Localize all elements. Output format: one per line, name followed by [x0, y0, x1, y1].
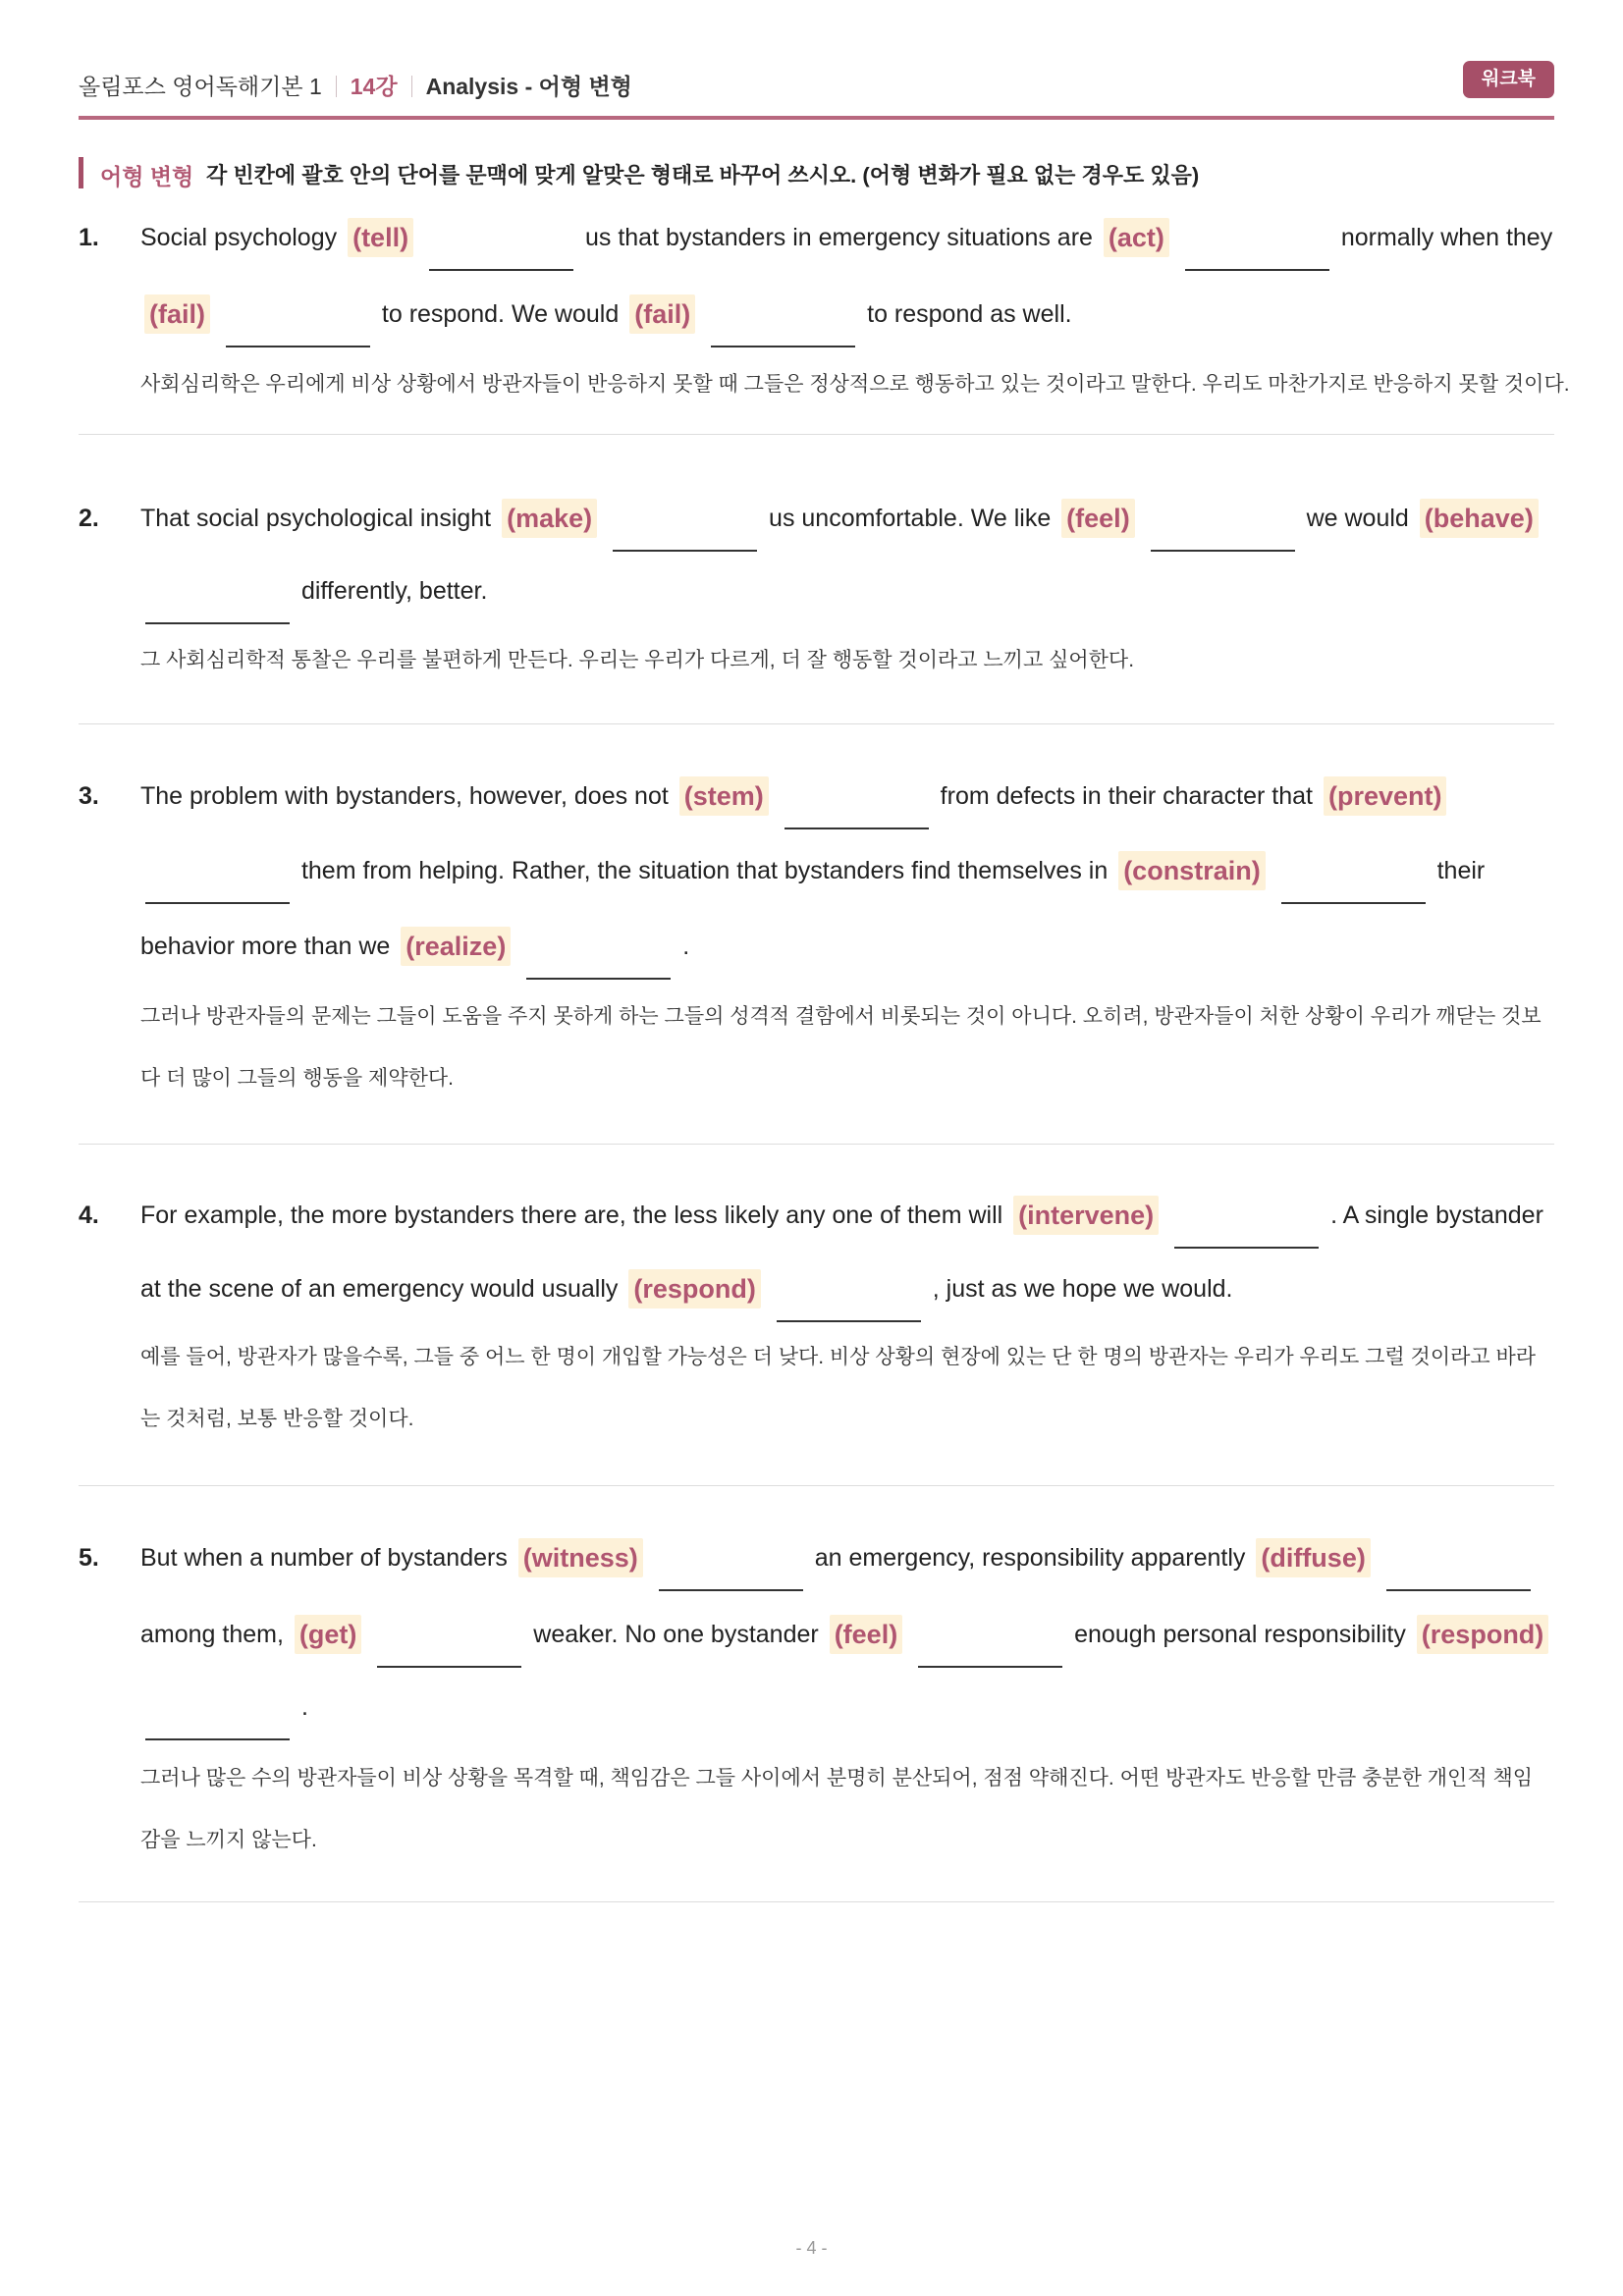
answer-blank[interactable]: [145, 851, 290, 904]
sentence-text: among them,: [140, 1621, 284, 1648]
answer-blank[interactable]: [145, 1687, 290, 1740]
word-hint: (behave): [1420, 499, 1539, 538]
sentence-text: . A single bystander: [1330, 1201, 1543, 1229]
question-divider: [79, 1485, 1554, 1486]
sentence-text: That social psychological insight: [140, 505, 492, 532]
korean-translation: 그러나 많은 수의 방관자들이 비상 상황을 목격할 때, 책임감은 그들 사이에서 분명히 분산되어, 점점 약해진다. 어떤 방관자도 반응할 만큼 충분한 개인적 책임: [140, 1767, 1534, 1789]
korean-translation: 감을 느끼지 않는다.: [140, 1829, 317, 1851]
instruction-label: 어형 변형: [100, 164, 194, 189]
sentence-text: us that bystanders in emergency situations are: [584, 224, 1093, 251]
question-line: [140, 851, 1485, 902]
answer-blank[interactable]: [659, 1538, 803, 1591]
sentence-text: weaker. No one bystander: [533, 1621, 819, 1648]
sentence-text: For example, the more bystanders there are, the less likely any one of them will: [140, 1201, 1003, 1229]
question-line: [140, 1196, 1543, 1247]
answer-blank[interactable]: [526, 927, 671, 980]
word-hint: (intervene): [1013, 1196, 1159, 1235]
question-line: [140, 927, 689, 978]
sentence-text: to respond. We would: [381, 300, 620, 328]
sentence-text: from defects in their character that: [940, 782, 1314, 810]
question-line: [140, 1687, 308, 1738]
sentence-text: at the scene of an emergency would usually: [140, 1275, 619, 1303]
sentence-text: an emergency, responsibility apparently: [814, 1544, 1246, 1572]
header-separator: [336, 76, 337, 97]
answer-blank[interactable]: [226, 294, 370, 347]
korean-translation: 사회심리학은 우리에게 비상 상황에서 방관자들이 반응하지 못할 때 그들은 정상적으로 행동하고 있는 것이라고 말한다. 우리도 마찬가지로 반응하지 못할 것이다.: [140, 373, 1570, 396]
answer-blank[interactable]: [1151, 499, 1295, 552]
book-title: 올림포스 영어독해기본 1: [79, 74, 322, 99]
question-divider: [79, 434, 1554, 435]
sentence-text: them from helping. Rather, the situation that bystanders find themselves in: [300, 857, 1109, 884]
sentence-text: differently, better.: [300, 577, 488, 605]
question-line: [140, 776, 1450, 828]
question-line: [140, 571, 487, 622]
sentence-text: to respond as well.: [867, 300, 1072, 328]
word-hint: (respond): [1417, 1615, 1549, 1654]
question-number: 4.: [79, 1201, 99, 1229]
word-hint: (respond): [628, 1269, 761, 1308]
sentence-text: normally when they: [1340, 224, 1553, 251]
sentence-text: us uncomfortable. We like: [769, 505, 1052, 532]
question-number: 1.: [79, 224, 99, 251]
sentence-text: .: [300, 1693, 308, 1721]
sentence-text: we would: [1306, 505, 1409, 532]
sentence-text: The problem with bystanders, however, does not: [140, 782, 669, 810]
question-line: [140, 1615, 1552, 1666]
answer-blank[interactable]: [784, 776, 929, 829]
answer-blank[interactable]: [429, 218, 573, 271]
answer-blank[interactable]: [1185, 218, 1329, 271]
sentence-text: , just as we hope we would.: [932, 1275, 1233, 1303]
answer-blank[interactable]: [1174, 1196, 1319, 1249]
page-number: - 4 -: [795, 2238, 828, 2258]
question-line: [140, 218, 1552, 269]
sentence-text: But when a number of bystanders: [140, 1544, 508, 1572]
question-line: [140, 499, 1542, 550]
header-divider: [79, 116, 1554, 120]
question-line: [140, 1538, 1536, 1589]
answer-blank[interactable]: [145, 571, 290, 624]
word-hint: (get): [295, 1615, 361, 1654]
korean-translation: 그러나 방관자들의 문제는 그들이 도움을 주지 못하게 하는 그들의 성격적 결함에서 비롯되는 것이 아니다. 오히려, 방관자들이 처한 상황이 우리가 깨닫는 것보: [140, 1005, 1542, 1028]
question-divider: [79, 723, 1554, 724]
word-hint: (constrain): [1118, 851, 1266, 890]
word-hint: (stem): [679, 776, 769, 816]
sentence-text: .: [682, 933, 690, 960]
word-hint: (fail): [144, 294, 210, 334]
page-header: [79, 61, 1554, 108]
header-separator: [411, 76, 412, 97]
question-divider: [79, 1144, 1554, 1145]
sentence-text: enough personal responsibility: [1074, 1621, 1406, 1648]
question-divider: [79, 1901, 1554, 1902]
word-hint: (feel): [1061, 499, 1135, 538]
word-hint: (make): [502, 499, 597, 538]
instruction-text: 각 빈칸에 괄호 안의 단어를 문맥에 맞게 알맞은 형태로 바꾸어 쓰시오. (어형 변화가 필요 없는 경우도 있음): [206, 163, 1200, 187]
section-title: Analysis - 어형 변형: [425, 74, 632, 99]
word-hint: (realize): [401, 927, 511, 966]
answer-blank[interactable]: [777, 1269, 921, 1322]
answer-blank[interactable]: [613, 499, 757, 552]
korean-translation: 다 더 많이 그들의 행동을 제약한다.: [140, 1067, 455, 1090]
sentence-text: their: [1436, 857, 1486, 884]
sentence-text: behavior more than we: [140, 933, 391, 960]
answer-blank[interactable]: [918, 1615, 1062, 1668]
question-number: 3.: [79, 782, 99, 810]
answer-blank[interactable]: [711, 294, 855, 347]
instruction-bar: [79, 157, 83, 188]
word-hint: (tell): [348, 218, 413, 257]
question-line: [140, 294, 1072, 346]
word-hint: (fail): [629, 294, 695, 334]
answer-blank[interactable]: [1386, 1538, 1531, 1591]
header-breadcrumb: [79, 69, 632, 101]
word-hint: (witness): [518, 1538, 643, 1577]
korean-translation: 는 것처럼, 보통 반응할 것이다.: [140, 1408, 414, 1430]
question-line: [140, 1269, 1233, 1320]
answer-blank[interactable]: [1281, 851, 1426, 904]
question-number: 5.: [79, 1544, 99, 1572]
word-hint: (feel): [830, 1615, 903, 1654]
word-hint: (prevent): [1324, 776, 1447, 816]
answer-blank[interactable]: [377, 1615, 521, 1668]
word-hint: (act): [1104, 218, 1169, 257]
korean-translation: 그 사회심리학적 통찰은 우리를 불편하게 만든다. 우리는 우리가 다르게, 더 잘 행동할 것이라고 느끼고 싶어한다.: [140, 649, 1135, 671]
sentence-text: Social psychology: [140, 224, 338, 251]
lesson-number: 14강: [350, 74, 398, 99]
word-hint: (diffuse): [1256, 1538, 1370, 1577]
workbook-badge: 워크북: [1463, 61, 1554, 98]
question-number: 2.: [79, 505, 99, 532]
korean-translation: 예를 들어, 방관자가 많을수록, 그들 중 어느 한 명이 개입할 가능성은 더 낮다. 비상 상황의 현장에 있는 단 한 명의 방관자는 우리가 우리도 그럴 것이라고 바라: [140, 1346, 1537, 1368]
